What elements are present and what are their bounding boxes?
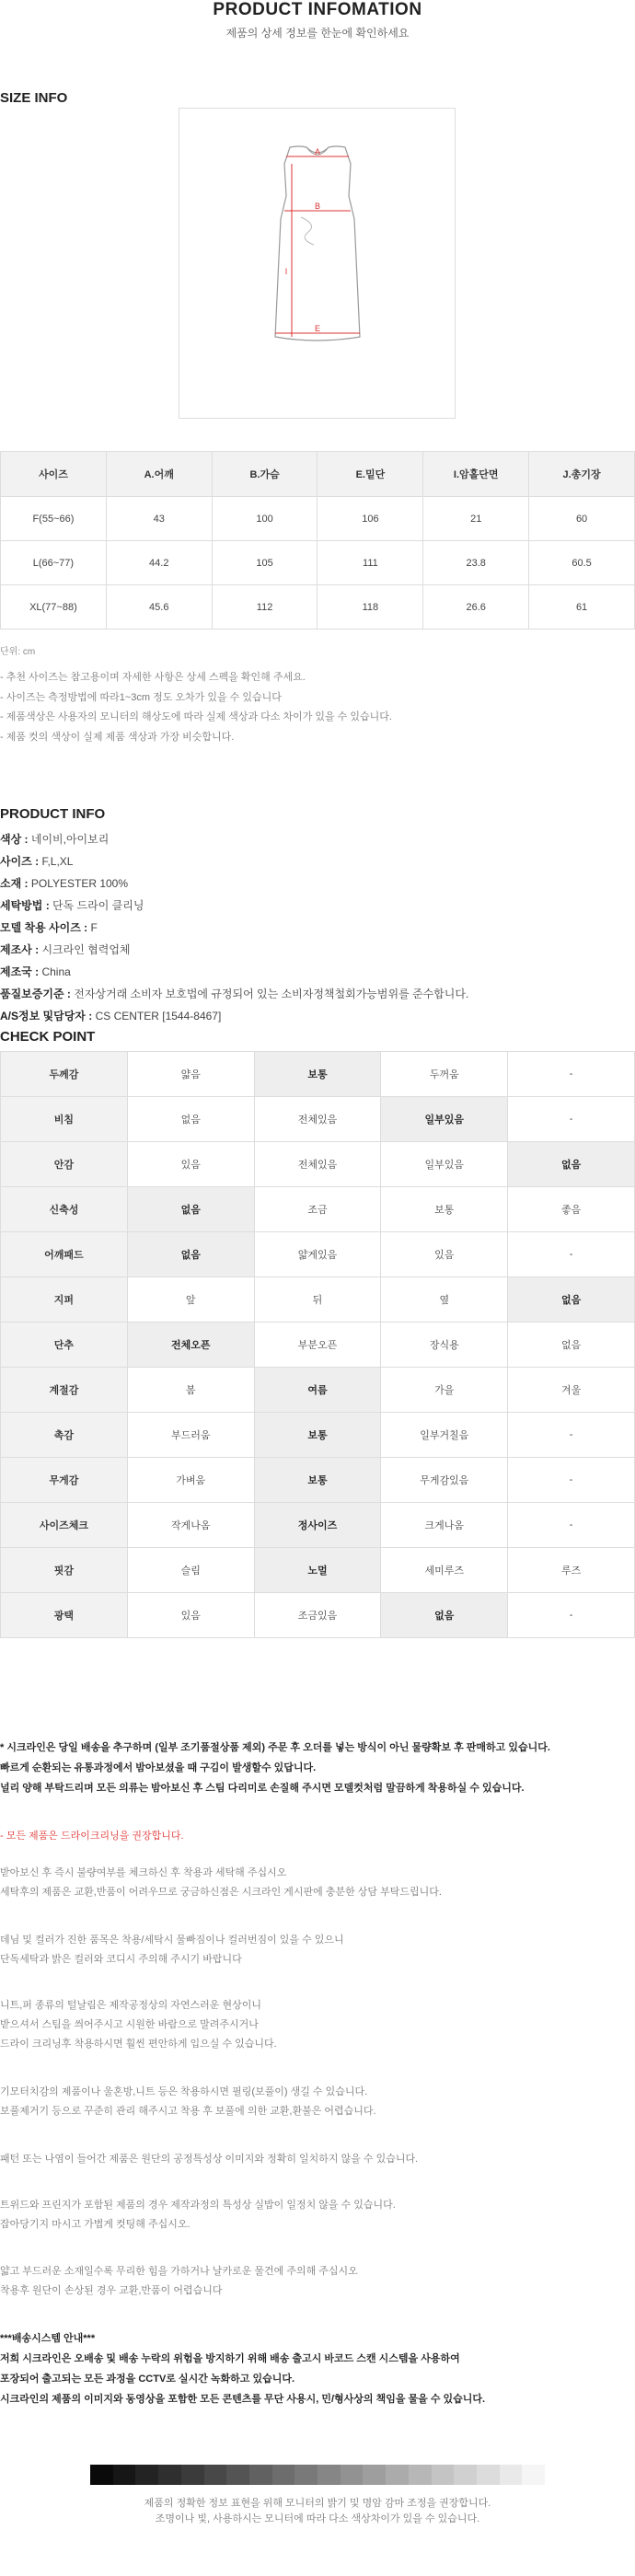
check-option: -: [508, 1232, 635, 1277]
notice-line: 시크라인의 제품의 이미지와 동영상을 포함한 모든 콘텐츠를 무단 사용시, 민/형사상의 책임을 물을 수 있습니다.: [0, 2394, 486, 2405]
check-row: [1, 1232, 635, 1277]
diagram-label-e: E: [314, 324, 321, 333]
care-group: [0, 1931, 344, 1970]
size-info-heading: SIZE INFO: [0, 90, 68, 106]
check-option: 조금: [254, 1187, 381, 1232]
dress-diagram-icon: [179, 109, 455, 418]
check-option: -: [508, 1413, 635, 1458]
check-row: [1, 1413, 635, 1458]
gray-swatch: [409, 2465, 432, 2485]
check-option: 얇게있음: [254, 1232, 381, 1277]
check-option-selected: 일부있음: [381, 1097, 508, 1142]
check-option: 조금있음: [254, 1593, 381, 1638]
gray-swatch: [363, 2465, 386, 2485]
notice-line: ***배송시스템 안내***: [0, 2333, 96, 2344]
care-group: [0, 2262, 358, 2301]
check-option: 무게감있음: [381, 1458, 508, 1503]
gray-swatch: [135, 2465, 158, 2485]
check-row: [1, 1323, 635, 1368]
care-group: [0, 1864, 442, 1902]
gray-swatch: [249, 2465, 272, 2485]
gray-swatch: [90, 2465, 113, 2485]
size-cell: 106: [318, 497, 423, 541]
info-value: 전자상거래 소비자 보호법에 규정되어 있는 소비자정책철회가능범위를 준수합니다.: [70, 988, 469, 1000]
check-row: [1, 1548, 635, 1593]
check-option-selected: 없음: [508, 1142, 635, 1187]
barcode-notice: [0, 2328, 485, 2409]
gray-swatch: [158, 2465, 181, 2485]
info-item: [0, 917, 468, 939]
check-option: 뒤: [254, 1277, 381, 1323]
care-line: 받아보신 후 즉시 불량여부를 체크하신 후 착용과 세탁해 주십시오: [0, 1867, 287, 1878]
check-row: [1, 1052, 635, 1097]
check-option: 얇음: [127, 1052, 254, 1097]
check-row: [1, 1458, 635, 1503]
check-option: -: [508, 1458, 635, 1503]
size-col-header: E.밑단: [318, 452, 423, 497]
notice-line: 포장되어 출고되는 모든 과정을 CCTV로 실시간 녹화하고 있습니다.: [0, 2374, 295, 2385]
info-label: 세탁방법 :: [0, 899, 50, 912]
info-label: 모델 착용 사이즈 :: [0, 921, 88, 934]
check-label: 무게감: [1, 1458, 128, 1503]
info-label: 색상 :: [0, 833, 29, 846]
size-cell: 100: [212, 497, 318, 541]
check-point-heading: CHECK POINT: [0, 1029, 96, 1045]
size-cell: 26.6: [423, 585, 529, 630]
size-unit: 단위: cm: [0, 647, 36, 657]
info-value: F,L,XL: [39, 855, 74, 868]
size-cell: 21: [423, 497, 529, 541]
size-cell: 60.5: [529, 541, 635, 585]
gray-swatch: [294, 2465, 318, 2485]
gray-swatch: [272, 2465, 295, 2485]
check-option: 겨울: [508, 1368, 635, 1413]
size-cell: 43: [106, 497, 212, 541]
size-col-header: I.암홀단면: [423, 452, 529, 497]
check-option: 두꺼움: [381, 1052, 508, 1097]
check-option-selected: 정사이즈: [254, 1503, 381, 1548]
care-line: 보풀제거기 등으로 꾸준히 관리 해주시고 착용 후 보풀에 의한 교환,환불은 어렵습니다.: [0, 2106, 376, 2117]
check-row: [1, 1368, 635, 1413]
info-label: 품질보증기준 :: [0, 988, 71, 1000]
page-subtitle: 제품의 상세 정보를 한눈에 확인하세요: [225, 27, 410, 40]
care-line: 받으셔서 스팀을 씌어주시고 시원한 바람으로 말려주시거나: [0, 2019, 259, 2030]
dry-clean-notice: - 모든 제품은 드라이크리닝을 권장합니다.: [0, 1831, 184, 1842]
gray-swatch: [204, 2465, 227, 2485]
check-label: 광택: [1, 1593, 128, 1638]
size-col-header: J.총기장: [529, 452, 635, 497]
check-label: 계절감: [1, 1368, 128, 1413]
size-cell: 111: [318, 541, 423, 585]
check-option: 있음: [127, 1593, 254, 1638]
footer-line: 조명이나 빛, 사용하시는 모니터에 따라 다소 색상차이가 있을 수 있습니다.: [155, 2513, 480, 2524]
check-option: 세미루즈: [381, 1548, 508, 1593]
check-label: 촉감: [1, 1413, 128, 1458]
size-note: - 사이즈는 측정방법에 따라1~3cm 정도 오차가 있을 수 있습니다: [0, 691, 282, 703]
size-table-header: [1, 452, 635, 497]
check-option-selected: 보통: [254, 1413, 381, 1458]
check-label: 신축성: [1, 1187, 128, 1232]
size-table: [0, 451, 635, 630]
info-label: 소재 :: [0, 877, 29, 890]
check-option: 없음: [508, 1323, 635, 1368]
care-group: [0, 2196, 396, 2235]
table-row: [1, 585, 635, 630]
check-option-selected: 없음: [381, 1593, 508, 1638]
gray-swatch: [318, 2465, 341, 2485]
size-cell: XL(77~88): [1, 585, 107, 630]
check-option: 일부있음: [381, 1142, 508, 1187]
gray-swatch: [113, 2465, 136, 2485]
check-option: 있음: [127, 1142, 254, 1187]
check-label: 사이즈체크: [1, 1503, 128, 1548]
table-row: [1, 541, 635, 585]
footer-line: 제품의 정확한 정보 표현을 위해 모니터의 밝기 및 명암 감마 조정을 권장합니다.: [144, 2498, 491, 2509]
size-col-header: A.어깨: [106, 452, 212, 497]
info-label: 사이즈 :: [0, 855, 40, 868]
check-option-selected: 없음: [127, 1187, 254, 1232]
check-option: -: [508, 1503, 635, 1548]
diagram-label-i: I: [284, 267, 288, 276]
check-option: -: [508, 1593, 635, 1638]
check-option-selected: 없음: [127, 1232, 254, 1277]
check-option: 작게나옴: [127, 1503, 254, 1548]
info-item: [0, 828, 468, 850]
info-item: [0, 895, 468, 917]
care-line: 얇고 부드러운 소재일수록 무리한 힘을 가하거나 날카로운 물건에 주의해 주십시오: [0, 2266, 358, 2277]
size-cell: 23.8: [423, 541, 529, 585]
info-item: [0, 939, 468, 961]
size-cell: 105: [212, 541, 318, 585]
info-value: F: [87, 921, 98, 934]
care-line: 기모터치감의 제품이나 울혼방,니트 등은 착용하시면 필링(보풀이) 생길 수 있습니다.: [0, 2086, 368, 2097]
check-option: 앞: [127, 1277, 254, 1323]
info-value: POLYESTER 100%: [28, 877, 129, 890]
check-option: 전체있음: [254, 1097, 381, 1142]
check-option: 부드러움: [127, 1413, 254, 1458]
check-row: [1, 1277, 635, 1323]
info-item: [0, 961, 468, 983]
info-item: [0, 1005, 468, 1027]
check-option-selected: 노멀: [254, 1548, 381, 1593]
size-note: - 추천 사이즈는 참고용이며 자세한 사항은 상세 스펙을 확인해 주세요.: [0, 672, 306, 683]
gray-swatch: [500, 2465, 523, 2485]
care-line: 니트,퍼 종류의 털날림은 제작공정상의 자연스러운 현상이니: [0, 2000, 261, 2011]
product-info-list: [0, 828, 468, 1027]
info-value: CS CENTER [1544-8467]: [92, 1010, 222, 1022]
info-item: [0, 850, 468, 872]
check-label: 어깨패드: [1, 1232, 128, 1277]
care-group: [0, 1996, 277, 2054]
page-title: PRODUCT INFOMATION: [213, 0, 422, 19]
check-option: 부분오픈: [254, 1323, 381, 1368]
info-item: [0, 983, 468, 1005]
check-option: 봄: [127, 1368, 254, 1413]
care-line: 잡아당기지 마시고 가볍게 컷팅해 주십시오.: [0, 2219, 190, 2230]
info-value: 네이비,아이보리: [28, 833, 110, 846]
notice-line: 빠르게 순환되는 유통과정에서 밤아보셨을 때 구김이 발생할수 있답니다.: [0, 1762, 317, 1773]
check-option: 일부거칠음: [381, 1413, 508, 1458]
check-option-selected: 보통: [254, 1052, 381, 1097]
check-label: 지퍼: [1, 1277, 128, 1323]
diagram-label-a: A: [314, 147, 321, 156]
check-option: -: [508, 1097, 635, 1142]
footer-note: [0, 2496, 635, 2527]
check-label: 비침: [1, 1097, 128, 1142]
check-option: 전체있음: [254, 1142, 381, 1187]
size-cell: F(55~66): [1, 497, 107, 541]
check-option: 가을: [381, 1368, 508, 1413]
size-col-header: 사이즈: [1, 452, 107, 497]
gray-swatch: [226, 2465, 249, 2485]
check-row: [1, 1142, 635, 1187]
check-option: 옆: [381, 1277, 508, 1323]
size-cell: 118: [318, 585, 423, 630]
product-info-heading: PRODUCT INFO: [0, 806, 106, 822]
check-option-selected: 여름: [254, 1368, 381, 1413]
check-label: 두께감: [1, 1052, 128, 1097]
info-label: 제조국 :: [0, 965, 40, 978]
check-option-selected: 없음: [508, 1277, 635, 1323]
care-group: [0, 2150, 418, 2169]
check-option: 없음: [127, 1097, 254, 1142]
care-line: 세탁후의 제품은 교환,반품이 어려우므로 궁금하신점은 시크라인 게시판에 충분한 상담 부탁드립니다.: [0, 1887, 442, 1898]
size-cell: 45.6: [106, 585, 212, 630]
size-cell: 61: [529, 585, 635, 630]
diagram-label-b: B: [314, 202, 321, 211]
notice-line: 널리 양해 부탁드리며 모든 의류는 밤아보신 후 스팀 다리미로 손질해 주시면 모델컷처럼 말끔하게 착용하실 수 있습니다.: [0, 1783, 525, 1794]
shipping-notice: [0, 1738, 550, 1798]
info-value: 시크라인 협력업체: [39, 943, 131, 956]
table-row: [1, 497, 635, 541]
size-cell: L(66~77): [1, 541, 107, 585]
size-notes: [0, 668, 392, 747]
check-option: 가벼움: [127, 1458, 254, 1503]
size-diagram: [179, 108, 456, 419]
check-option: 슬림: [127, 1548, 254, 1593]
gray-swatch: [454, 2465, 477, 2485]
check-row: [1, 1593, 635, 1638]
care-line: 트위드와 프린지가 포함된 제품의 경우 제작과정의 특성상 실밥이 일정치 않을 수 있습니다.: [0, 2200, 396, 2211]
size-cell: 44.2: [106, 541, 212, 585]
size-note: - 제품색상은 사용자의 모니터의 해상도에 따라 실제 색상과 다소 차이가 있을 수 있습니다.: [0, 711, 392, 722]
gray-swatch: [181, 2465, 204, 2485]
size-cell: 112: [212, 585, 318, 630]
check-label: 안감: [1, 1142, 128, 1187]
size-note: - 제품 컷의 색상이 실제 제품 색상과 가장 비슷합니다.: [0, 731, 235, 743]
check-option: 크게나옴: [381, 1503, 508, 1548]
check-option-selected: 보통: [254, 1458, 381, 1503]
check-option: 있음: [381, 1232, 508, 1277]
care-line: 패턴 또는 나염이 들어간 제품은 원단의 공정특성상 이미지와 정확히 일치하지 않을 수 있습니다.: [0, 2154, 419, 2165]
care-line: 단독세탁과 밝은 컬러와 코디시 주의해 주시기 바랍니다: [0, 1954, 242, 1965]
notice-line: 저희 시크라인은 오배송 및 배송 누락의 위험을 방지하기 위해 배송 출고시 바코드 스캔 시스템을 사용하여: [0, 2353, 460, 2364]
care-group: [0, 2083, 376, 2121]
check-option: 좋음: [508, 1187, 635, 1232]
check-option: 장식용: [381, 1323, 508, 1368]
size-cell: 60: [529, 497, 635, 541]
check-row: [1, 1097, 635, 1142]
check-row: [1, 1503, 635, 1548]
info-item: [0, 872, 468, 895]
size-col-header: B.가슴: [212, 452, 318, 497]
gray-swatch: [477, 2465, 500, 2485]
gray-swatch: [386, 2465, 409, 2485]
notice-line: * 시크라인은 당일 배송을 추구하며 (일부 조기품절상품 제외) 주문 후 오더를 넣는 방식이 아닌 물량확보 후 판매하고 있습니다.: [0, 1742, 550, 1753]
info-value: 단독 드라이 클리닝: [49, 899, 144, 912]
grayscale-calibration-bar: [90, 2465, 545, 2485]
check-label: 단추: [1, 1323, 128, 1368]
info-value: China: [39, 965, 71, 978]
check-label: 핏감: [1, 1548, 128, 1593]
check-row: [1, 1187, 635, 1232]
check-option: 보통: [381, 1187, 508, 1232]
care-line: 드라이 크리닝후 착용하시면 훨씬 편안하게 입으실 수 있습니다.: [0, 2039, 277, 2050]
info-label: A/S정보 및담당자 :: [0, 1010, 93, 1022]
info-label: 제조사 :: [0, 943, 40, 956]
check-option: 루즈: [508, 1548, 635, 1593]
care-line: 데님 및 컬러가 진한 품목은 착용/세탁시 물빠짐이나 컬러번짐이 있을 수 있으니: [0, 1935, 344, 1946]
gray-swatch: [432, 2465, 455, 2485]
check-option-selected: 전체오픈: [127, 1323, 254, 1368]
check-option: -: [508, 1052, 635, 1097]
gray-swatch: [341, 2465, 364, 2485]
check-point-table: [0, 1051, 635, 1638]
gray-swatch: [522, 2465, 545, 2485]
care-line: 착용후 원단이 손상된 경우 교환,반품이 어렵습니다: [0, 2285, 223, 2296]
